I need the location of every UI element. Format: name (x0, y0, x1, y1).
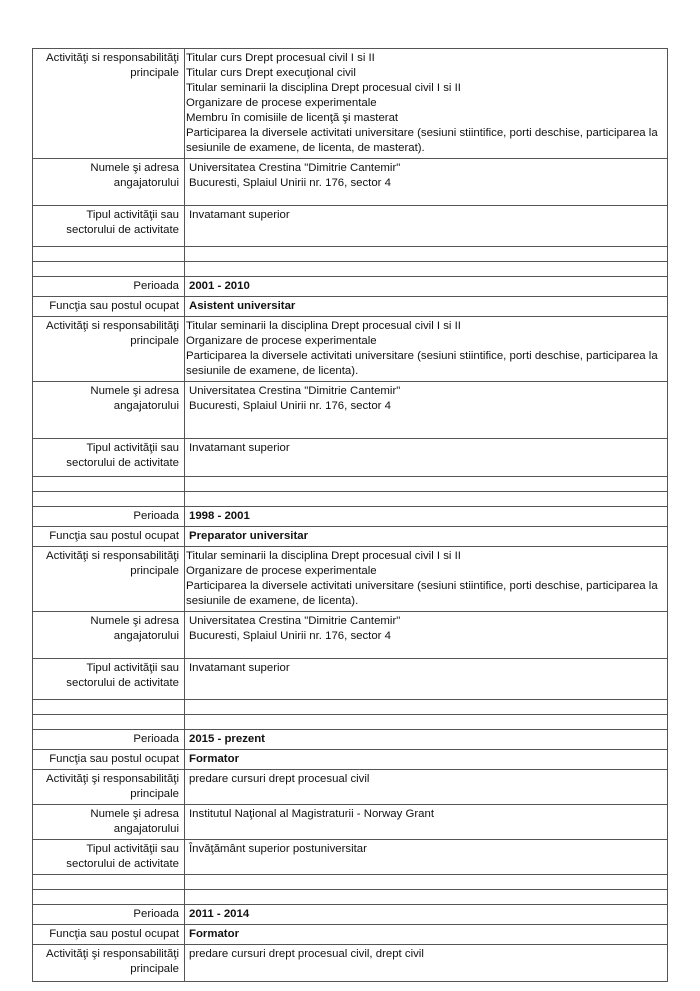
table-row (33, 317, 668, 382)
row-label: Perioada (33, 730, 185, 750)
spacer-label-cell (33, 700, 185, 715)
table-row (33, 770, 668, 805)
spacer-value-cell (185, 492, 668, 507)
row-label: Funcţia sau postul ocupat (33, 527, 185, 547)
table-row (33, 439, 668, 477)
table-row (33, 805, 668, 840)
spacer-label-cell (33, 247, 185, 262)
row-value: Universitatea Crestina "Dimitrie Cantemir" Bucuresti, Splaiul Unirii nr. 176, sector 4 (185, 382, 668, 439)
table-row (33, 159, 668, 206)
table-row (33, 750, 668, 770)
table-row (33, 945, 668, 982)
row-value: Preparator universitar (185, 527, 668, 547)
cv-experience-table (32, 48, 668, 982)
row-value: Invatamant superior (185, 659, 668, 700)
row-label: Numele şi adresa angajatorului (33, 159, 185, 206)
table-row (33, 840, 668, 875)
cv-table-body (33, 49, 668, 982)
row-value: Învăţământ superior postuniversitar (185, 840, 668, 875)
row-value: 2015 - prezent (185, 730, 668, 750)
spacer-label-cell (33, 262, 185, 277)
row-value: Universitatea Crestina "Dimitrie Cantemir" Bucuresti, Splaiul Unirii nr. 176, sector 4 (185, 612, 668, 659)
table-row (33, 206, 668, 247)
row-label: Numele şi adresa angajatorului (33, 612, 185, 659)
row-label: Tipul activităţii sau sectorului de activitate (33, 840, 185, 875)
spacer-label-cell (33, 875, 185, 890)
table-row (33, 49, 668, 159)
table-row (33, 659, 668, 700)
spacer-row (33, 492, 668, 507)
row-value: Universitatea Crestina "Dimitrie Cantemir" Bucuresti, Splaiul Unirii nr. 176, sector 4 (185, 159, 668, 206)
row-value: 1998 - 2001 (185, 507, 668, 527)
row-value: Institutul Naţional al Magistraturii - Norway Grant (185, 805, 668, 840)
spacer-label-cell (33, 715, 185, 730)
row-value: Titular seminarii la disciplina Drept procesual civil I si II Organizare de procese experimentale Participarea la diversele activitati universitare (sesiuni stiintifice, porti deschise, participarea la sesiunile de examene, de licenta). (185, 317, 668, 382)
row-value: 2011 - 2014 (185, 905, 668, 925)
row-value: Formator (185, 925, 668, 945)
row-value: Invatamant superior (185, 439, 668, 477)
row-label: Numele şi adresa angajatorului (33, 805, 185, 840)
spacer-value-cell (185, 715, 668, 730)
spacer-value-cell (185, 262, 668, 277)
table-row (33, 925, 668, 945)
row-label: Activităţi si responsabilităţi principale (33, 547, 185, 612)
table-row (33, 507, 668, 527)
row-label: Funcţia sau postul ocupat (33, 750, 185, 770)
row-label: Activităţi şi responsabilităţi principale (33, 770, 185, 805)
spacer-row (33, 700, 668, 715)
row-label: Numele şi adresa angajatorului (33, 382, 185, 439)
row-label: Perioada (33, 277, 185, 297)
row-value: predare cursuri drept procesual civil (185, 770, 668, 805)
row-value: Titular seminarii la disciplina Drept procesual civil I si II Organizare de procese experimentale Participarea la diversele activitati universitare (sesiuni stiintifice, porti deschise, participarea la sesiunile de examene, de licenta). (185, 547, 668, 612)
spacer-label-cell (33, 492, 185, 507)
table-row (33, 297, 668, 317)
row-label: Perioada (33, 905, 185, 925)
row-value: predare cursuri drept procesual civil, drept civil (185, 945, 668, 982)
spacer-row (33, 247, 668, 262)
row-value: 2001 - 2010 (185, 277, 668, 297)
row-label: Activităţi si responsabilităţi principale (33, 49, 185, 159)
row-value: Titular curs Drept procesual civil I si II Titular curs Drept execuţional civil Titular seminarii la disciplina Drept procesual civil I si II Organizare de procese experimentale Membru în comisiile de licenţă şi masterat Participarea la diversele activitati universitare (sesiuni stiintifice, porti deschise, participarea la sesiunile de examene, de licenta, de masterat). (185, 49, 668, 159)
spacer-label-cell (33, 477, 185, 492)
row-label: Activităţi si responsabilităţi principale (33, 317, 185, 382)
table-row (33, 612, 668, 659)
spacer-row (33, 477, 668, 492)
table-row (33, 527, 668, 547)
row-label: Activităţi şi responsabilităţi principale (33, 945, 185, 982)
spacer-value-cell (185, 890, 668, 905)
row-value: Formator (185, 750, 668, 770)
row-label: Perioada (33, 507, 185, 527)
row-label: Tipul activităţii sau sectorului de activitate (33, 439, 185, 477)
row-label: Funcţia sau postul ocupat (33, 925, 185, 945)
spacer-label-cell (33, 890, 185, 905)
row-label: Tipul activităţii sau sectorului de activitate (33, 659, 185, 700)
table-row (33, 547, 668, 612)
spacer-row (33, 875, 668, 890)
table-row (33, 905, 668, 925)
spacer-value-cell (185, 875, 668, 890)
row-label: Funcţia sau postul ocupat (33, 297, 185, 317)
row-label: Tipul activităţii sau sectorului de activitate (33, 206, 185, 247)
spacer-row (33, 890, 668, 905)
spacer-value-cell (185, 477, 668, 492)
row-value: Asistent universitar (185, 297, 668, 317)
spacer-row (33, 715, 668, 730)
row-value: Invatamant superior (185, 206, 668, 247)
spacer-row (33, 262, 668, 277)
table-row (33, 730, 668, 750)
table-row (33, 277, 668, 297)
spacer-value-cell (185, 247, 668, 262)
spacer-value-cell (185, 700, 668, 715)
table-row (33, 382, 668, 439)
